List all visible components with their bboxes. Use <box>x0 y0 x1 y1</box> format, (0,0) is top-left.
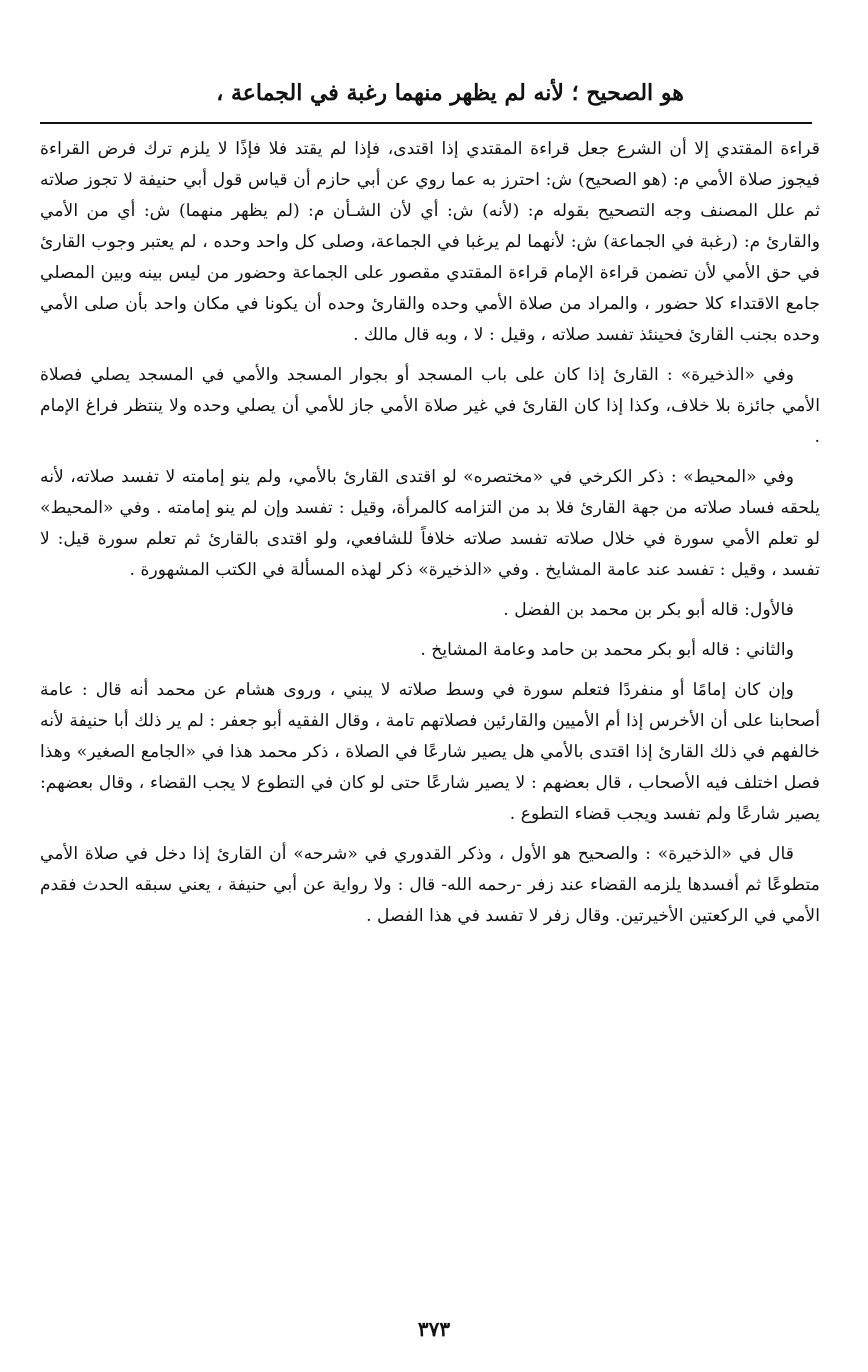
paragraph-2: وفي «الذخيرة» : القارئ إذا كان على باب المسجد أو بجوار المسجد والأمي في المسجد يصلي فصلاة الأمي جائزة بلا خلاف، وكذا إذا كان القارئ في غير صلاة الأمي جاز للأمي أن يصلي وحده ولا ينتظر فراغ الإمام . <box>40 365 820 447</box>
paragraph-6: وإن كان إمامًا أو منفردًا فتعلم سورة في وسط صلاته لا يبني ، وروى هشام عن محمد أنه قال : عامة أصحابنا على أن الأخرس إذا أم الأميين والقارئين فصلاتهم تامة ، وقال الفقيه أبو جعفر : لم ير ذلك أبا حنيفة لأنه خالفهم في ذلك القارئ إذا اقتدى بالأمي هل يصير شارعًا في الصلاة ، ذكر محمد هذا في «الجامع الصغير» وهذا فصل اختلف فيه الأصحاب ، قال بعضهم : لا يصير شارعًا حتى لو كان في التطوع لا يجب القضاء ، وقال بعضهم: يصير شارعًا ولم تفسد ويجب قضاء التطوع . <box>40 680 820 824</box>
running-header: هو الصحيح ؛ لأنه لم يظهر منهما رغبة في الجماعة ، <box>216 80 684 106</box>
paragraph-1: قراءة المقتدي إلا أن الشرع جعل قراءة المقتدي إذا اقتدى، فإذا لم يقتد فلا فإذًا لا يلزم ترك فرض القراءة فيجوز صلاة الأمي م: (هو الصحيح) ش: احترز به عما روي عن أبي حازم أن قياس قول أبي حنيفة لا تجوز صلاته ثم علل المصنف وجه التصحيح بقوله م: (لأنه) ش: أي لأن الشـأن م: (لم يظهر منهما) ش: أي من الأمي والقارئ م: (رغبة في الجماعة) ش: لأنهما لم يرغبا في الجماعة، وصلى كل واحد وحده ، لم يعتبر وجوب القارئ في حق الأمي لأن تضمن قراءة الإمام قراءة المقتدي مقصور على الجماعة وحضور من ليس بينه وبين المصلي جامع الاقتداء كلا حضور ، والمراد من صلاة الأمي وحده والقارئ وحده أن يكونا في مكان واحد بأن صلى الأمي وحده بجنب القارئ فحينئذ تفسد صلاته ، وقيل : لا ، وبه قال مالك . <box>40 139 820 345</box>
paragraph-7: قال في «الذخيرة» : والصحيح هو الأول ، وذكر القدوري في «شرحه» أن القارئ إذا دخل في صلاة الأمي متطوعًا ثم أفسدها يلزمه القضاء عند زفر -رحمه الله- قال : ولا رواية عن أبي حنيفة ، يعني سبقه الحدث فقدم الأمي في الركعتين الأخيرتين. وقال زفر لا تفسد في هذا الفصل . <box>40 844 820 926</box>
paragraph-3: وفي «المحيط» : ذكر الكرخي في «مختصره» لو اقتدى القارئ بالأمي، ولم ينو إمامته لا تفسد صلاته، لأنه يلحقه فساد صلاته من جهة القارئ فلا بد من التزامه كالمرأة، وقيل : تفسد وإن لم ينو إمامته . وفي «المحيط» لو تعلم الأمي سورة في خلال صلاته تفسد صلاته خلافاً للشافعي، ولو اقتدى بالقارئ ثم تعلم سورة قيل: لا تفسد ، وقيل : تفسد عند عامة المشايخ . وفي «الذخيرة» ذكر لهذه المسألة في الكتب المشهورة . <box>40 467 820 580</box>
header-rule <box>40 122 812 124</box>
page-number: ٣٧٣ <box>417 1317 451 1341</box>
paragraph-5: والثاني : قاله أبو بكر محمد بن حامد وعامة المشايخ . <box>420 640 794 660</box>
paragraph-4: فالأول: قاله أبو بكر بن محمد بن الفضل . <box>503 600 794 620</box>
